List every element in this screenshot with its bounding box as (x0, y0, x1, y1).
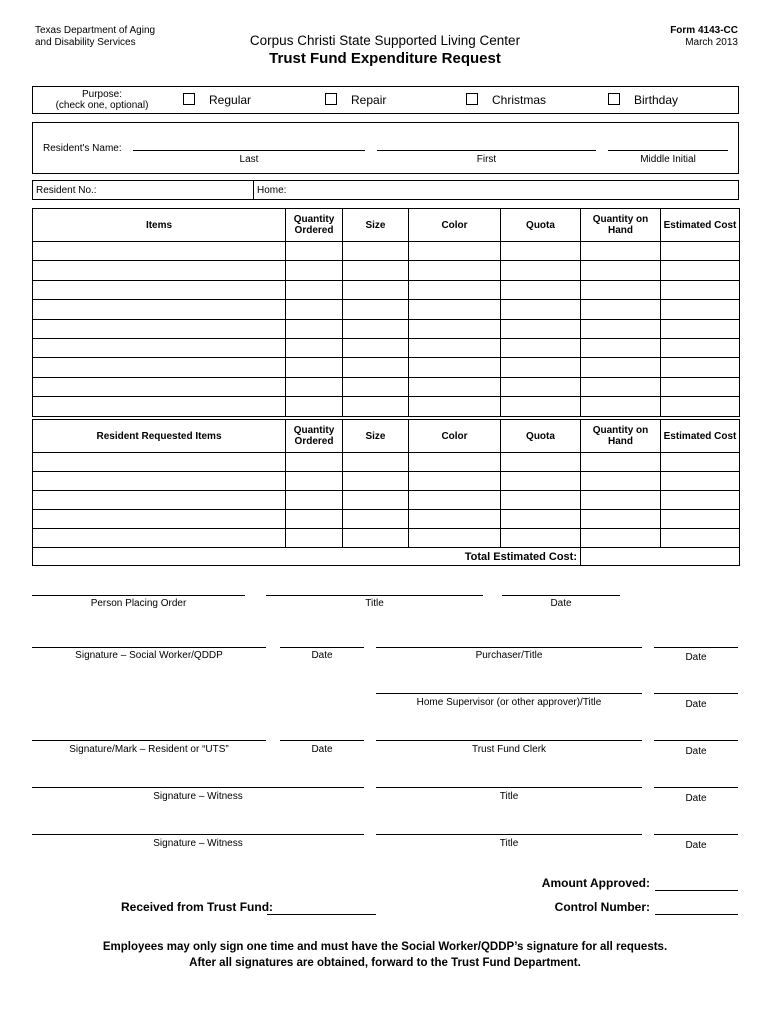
table-row (33, 280, 740, 299)
date-label-8: Date (685, 840, 707, 851)
table-cell[interactable] (409, 453, 501, 472)
table-row (33, 472, 740, 491)
table-cell[interactable] (343, 300, 409, 319)
table-cell[interactable] (286, 397, 343, 416)
table-cell[interactable] (33, 242, 286, 261)
table-row (33, 300, 740, 319)
table-cell[interactable] (286, 300, 343, 319)
table-cell[interactable] (409, 397, 501, 416)
table-cell[interactable] (661, 319, 740, 338)
amount-approved-label: Amount Approved: (541, 876, 650, 890)
table-cell[interactable] (581, 529, 661, 548)
witness-title-line-1[interactable] (376, 787, 642, 788)
sig-resident-line[interactable] (32, 740, 266, 741)
table-cell[interactable] (343, 358, 409, 377)
table-cell[interactable] (581, 453, 661, 472)
table-cell[interactable] (581, 242, 661, 261)
middle-initial-label: Middle Initial (640, 154, 696, 165)
checkbox-christmas[interactable] (466, 93, 478, 105)
form-info (670, 25, 738, 49)
table-cell[interactable] (501, 397, 581, 416)
col-header-quantity-on-hand: Quantity on Hand (581, 209, 661, 242)
table-row (33, 529, 740, 548)
home-supervisor-line[interactable] (376, 693, 642, 694)
checkbox-repair[interactable] (325, 93, 337, 105)
table-cell[interactable] (343, 510, 409, 529)
table-cell[interactable] (409, 338, 501, 357)
table-cell[interactable] (661, 377, 740, 396)
table-cell[interactable] (661, 529, 740, 548)
col-header-color: Color (409, 209, 501, 242)
home-supervisor-label: Home Supervisor (or other approver)/Title (416, 697, 602, 708)
table-cell[interactable] (286, 319, 343, 338)
table-cell[interactable] (343, 261, 409, 280)
divider (253, 180, 254, 200)
table-cell[interactable] (581, 491, 661, 510)
resident-no-label: Resident No.: (36, 185, 97, 196)
table-cell[interactable] (343, 377, 409, 396)
requested-header-row (33, 420, 740, 453)
table-cell[interactable] (409, 280, 501, 299)
witness-title-label-1: Title (499, 791, 519, 802)
footer-note-2: After all signatures are obtained, forward to the Trust Fund Department. (189, 957, 581, 969)
amount-approved-field[interactable] (655, 890, 738, 891)
date-label-4: Date (685, 699, 707, 710)
center-name: Corpus Christi State Supported Living Center (249, 33, 521, 48)
table-cell[interactable] (501, 491, 581, 510)
agency-line1: Texas Department of Aging (35, 25, 156, 36)
date-label-6: Date (685, 746, 707, 757)
purchaser-title-label: Purchaser/Title (475, 650, 543, 661)
items-table (32, 208, 740, 417)
resident-name-box (32, 122, 739, 174)
table-cell[interactable] (409, 510, 501, 529)
col-header-quantity-ordered: Quantity Ordered (286, 420, 343, 453)
total-estimated-cost-label: Total Estimated Cost: (33, 548, 581, 566)
table-cell[interactable] (409, 261, 501, 280)
date-label-3: Date (685, 652, 707, 663)
checkbox-regular[interactable] (183, 93, 195, 105)
resident-name-label: Resident's Name: (43, 143, 122, 154)
person-placing-order-line[interactable] (32, 595, 245, 596)
witness-title-label-2: Title (499, 838, 519, 849)
table-cell[interactable] (501, 529, 581, 548)
table-cell[interactable] (409, 319, 501, 338)
table-cell[interactable] (661, 242, 740, 261)
form-number: Form 4143-CC (670, 25, 738, 36)
requested-items-table (32, 419, 740, 566)
table-cell[interactable] (343, 338, 409, 357)
col-header-estimated-cost: Estimated Cost (661, 420, 740, 453)
checkbox-label-christmas: Christmas (492, 93, 547, 107)
table-cell[interactable] (581, 300, 661, 319)
col-header-quota: Quota (501, 209, 581, 242)
col-header-resident-requested-items: Resident Requested Items (33, 420, 286, 453)
sig-resident-label: Signature/Mark – Resident or “UTS” (69, 744, 229, 755)
table-cell[interactable] (286, 472, 343, 491)
table-cell[interactable] (501, 242, 581, 261)
date-label-5: Date (311, 744, 333, 755)
table-cell[interactable] (343, 453, 409, 472)
table-cell[interactable] (661, 261, 740, 280)
title-line-1[interactable] (266, 595, 483, 596)
table-cell[interactable] (501, 319, 581, 338)
col-header-quantity-on-hand: Quantity on Hand (581, 420, 661, 453)
table-cell[interactable] (409, 300, 501, 319)
person-placing-order-label: Person Placing Order (90, 598, 187, 609)
table-cell[interactable] (581, 338, 661, 357)
table-cell[interactable] (581, 261, 661, 280)
table-cell[interactable] (343, 529, 409, 548)
table-cell[interactable] (501, 280, 581, 299)
table-cell[interactable] (661, 280, 740, 299)
items-header-row (33, 209, 740, 242)
table-cell[interactable] (343, 280, 409, 299)
table-cell[interactable] (286, 358, 343, 377)
table-cell[interactable] (286, 242, 343, 261)
table-cell[interactable] (33, 472, 286, 491)
purpose-label-line2: (check one, optional) (55, 100, 149, 111)
table-cell[interactable] (581, 319, 661, 338)
date-line-3[interactable] (654, 647, 738, 648)
last-name-field[interactable] (133, 150, 365, 151)
table-row (33, 358, 740, 377)
table-cell[interactable] (33, 319, 286, 338)
col-header-estimated-cost: Estimated Cost (661, 209, 740, 242)
table-row (33, 377, 740, 396)
checkbox-label-repair: Repair (351, 93, 387, 107)
table-cell[interactable] (661, 397, 740, 416)
last-name-label: Last (239, 154, 259, 165)
col-header-quota: Quota (501, 420, 581, 453)
sig-witness-line-1[interactable] (32, 787, 364, 788)
received-from-label: Received from Trust Fund: (121, 900, 274, 914)
table-row (33, 261, 740, 280)
table-cell[interactable] (409, 529, 501, 548)
sig-witness-line-2[interactable] (32, 834, 364, 835)
table-cell[interactable] (501, 472, 581, 491)
middle-initial-field[interactable] (608, 150, 728, 151)
table-cell[interactable] (33, 453, 286, 472)
table-cell[interactable] (581, 397, 661, 416)
table-cell[interactable] (581, 472, 661, 491)
table-row (33, 491, 740, 510)
table-cell[interactable] (343, 397, 409, 416)
table-cell[interactable] (33, 397, 286, 416)
first-name-field[interactable] (377, 150, 596, 151)
resident-no-field[interactable] (100, 181, 250, 199)
control-number-label: Control Number: (554, 900, 650, 914)
table-cell[interactable] (286, 377, 343, 396)
agency-line2: and Disability Services (35, 37, 136, 48)
table-cell[interactable] (33, 280, 286, 299)
table-cell[interactable] (409, 358, 501, 377)
table-cell[interactable] (286, 529, 343, 548)
table-cell[interactable] (286, 338, 343, 357)
col-header-size: Size (343, 420, 409, 453)
table-row (33, 510, 740, 529)
table-cell[interactable] (409, 377, 501, 396)
table-cell[interactable] (286, 491, 343, 510)
date-line-1[interactable] (502, 595, 620, 596)
trust-fund-clerk-label: Trust Fund Clerk (471, 744, 547, 755)
form-date: March 2013 (685, 37, 738, 48)
purpose-label-line1: Purpose: (81, 89, 123, 100)
date-line-5[interactable] (280, 740, 364, 741)
sig-witness-label-2: Signature – Witness (153, 838, 243, 849)
checkbox-label-birthday: Birthday (634, 93, 679, 107)
checkbox-label-regular: Regular (209, 93, 252, 107)
table-cell[interactable] (33, 338, 286, 357)
home-label: Home: (257, 185, 287, 196)
table-cell[interactable] (286, 510, 343, 529)
table-cell[interactable] (33, 300, 286, 319)
table-cell[interactable] (501, 377, 581, 396)
table-cell[interactable] (33, 358, 286, 377)
table-cell[interactable] (661, 300, 740, 319)
table-cell[interactable] (501, 300, 581, 319)
table-cell[interactable] (501, 338, 581, 357)
col-header-items: Items (33, 209, 286, 242)
table-cell[interactable] (409, 472, 501, 491)
page-title: Trust Fund Expenditure Request (269, 50, 501, 67)
table-cell[interactable] (343, 472, 409, 491)
title-label-1: Title (365, 598, 384, 609)
control-number-field[interactable] (655, 914, 738, 915)
total-row (33, 548, 740, 566)
table-cell[interactable] (661, 491, 740, 510)
table-cell[interactable] (581, 377, 661, 396)
checkbox-birthday[interactable] (608, 93, 620, 105)
table-row (33, 319, 740, 338)
purchaser-title-line[interactable] (376, 647, 642, 648)
table-cell[interactable] (501, 261, 581, 280)
table-cell[interactable] (33, 491, 286, 510)
table-cell[interactable] (661, 472, 740, 491)
table-cell[interactable] (286, 453, 343, 472)
table-cell[interactable] (343, 491, 409, 510)
table-cell[interactable] (33, 529, 286, 548)
date-line-7[interactable] (654, 787, 738, 788)
table-cell[interactable] (661, 453, 740, 472)
sig-witness-label-1: Signature – Witness (153, 791, 243, 802)
trust-fund-clerk-line[interactable] (376, 740, 642, 741)
col-header-color: Color (409, 420, 501, 453)
table-cell[interactable] (661, 338, 740, 357)
total-estimated-cost-field[interactable] (581, 548, 740, 566)
date-label-1: Date (550, 598, 572, 609)
table-cell[interactable] (581, 358, 661, 377)
table-cell[interactable] (286, 280, 343, 299)
table-cell[interactable] (501, 453, 581, 472)
sig-social-worker-label: Signature – Social Worker/QDDP (75, 650, 223, 661)
table-cell[interactable] (33, 377, 286, 396)
date-label-7: Date (685, 793, 707, 804)
first-name-label: First (476, 154, 497, 165)
sig-social-worker-line[interactable] (32, 647, 266, 648)
witness-title-line-2[interactable] (376, 834, 642, 835)
col-header-quantity-ordered: Quantity Ordered (286, 209, 343, 242)
table-cell[interactable] (33, 261, 286, 280)
table-cell[interactable] (343, 319, 409, 338)
table-cell[interactable] (409, 491, 501, 510)
table-cell[interactable] (343, 242, 409, 261)
table-cell[interactable] (661, 358, 740, 377)
date-line-2[interactable] (280, 647, 364, 648)
form-title-block (0, 33, 770, 67)
received-from-field[interactable] (267, 914, 376, 915)
table-cell[interactable] (501, 358, 581, 377)
table-cell[interactable] (661, 510, 740, 529)
table-cell[interactable] (409, 242, 501, 261)
table-row (33, 338, 740, 357)
table-cell[interactable] (33, 510, 286, 529)
table-row (33, 242, 740, 261)
table-cell[interactable] (581, 280, 661, 299)
table-row (33, 397, 740, 416)
purpose-label (32, 89, 172, 111)
home-field[interactable] (290, 181, 735, 199)
date-line-6[interactable] (654, 740, 738, 741)
date-line-8[interactable] (654, 834, 738, 835)
col-header-size: Size (343, 209, 409, 242)
date-label-2: Date (311, 650, 333, 661)
footer-note-1: Employees may only sign one time and must have the Social Worker/QDDP’s signature for all requests. (102, 941, 668, 953)
date-line-4[interactable] (654, 693, 738, 694)
table-cell[interactable] (581, 510, 661, 529)
table-cell[interactable] (286, 261, 343, 280)
table-cell[interactable] (501, 510, 581, 529)
table-row (33, 453, 740, 472)
